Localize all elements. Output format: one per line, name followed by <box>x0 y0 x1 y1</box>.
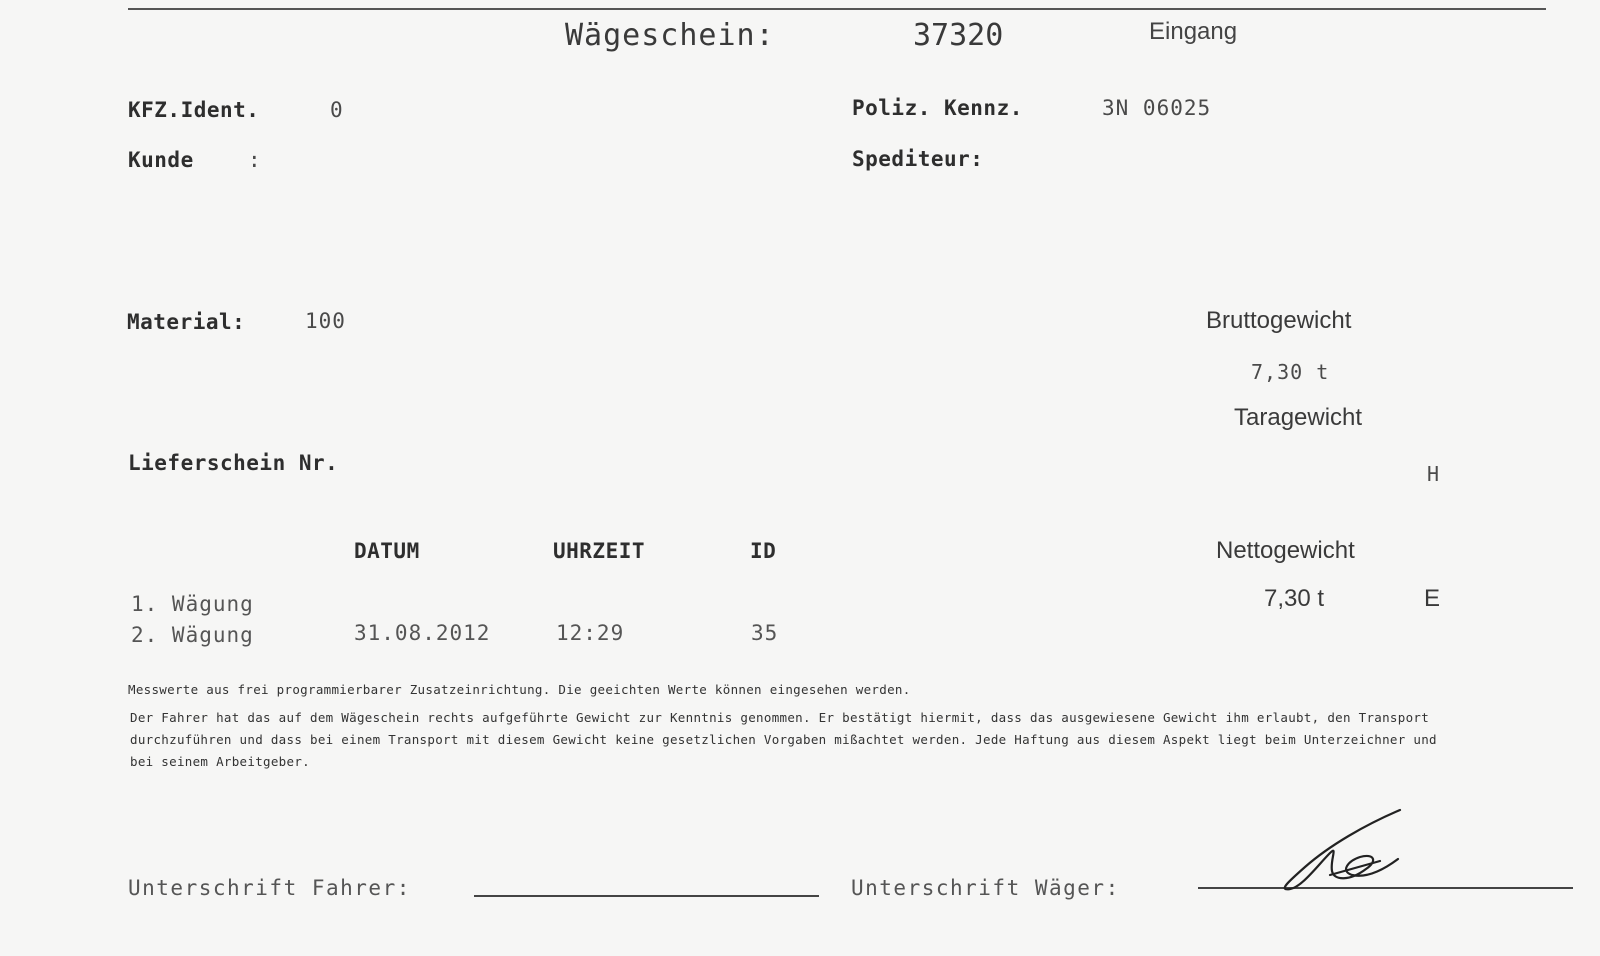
poliz-label: Poliz. Kennz. <box>852 96 1023 120</box>
kunde-label: Kunde <box>128 148 194 172</box>
netto-marker: E <box>1424 585 1441 612</box>
top-rule <box>128 8 1546 10</box>
row-1-label: 1. Wägung <box>131 592 254 616</box>
spediteur-label: Spediteur: <box>852 147 984 171</box>
brutto-value: 7,30 t <box>1251 360 1330 384</box>
document-title: Wägeschein: <box>565 18 775 53</box>
row-2-uhrzeit: 12:29 <box>556 621 625 645</box>
driver-signature-label: Unterschrift Fahrer: <box>128 876 411 900</box>
material-value: 100 <box>305 309 346 333</box>
disclaimer-text: Der Fahrer hat das auf dem Wägeschein rechts aufgeführte Gewicht zur Kenntnis genommen. Er bestätigt hiermit, dass das ausgewiesene Gewicht ihm erlaubt, den Transport durchzuführen und dass bei einem Transport mit diesem Gewicht keine gesetzlichen Vorgaben mißachtet werden. Jede Haftung aus diesem Aspekt liegt beim Unterzeichner und bei seinem Arbeitgeber. <box>130 710 1437 769</box>
netto-value: 7,30 t <box>1264 585 1325 612</box>
material-label: Material: <box>127 310 246 334</box>
col-header-id: ID <box>750 539 777 563</box>
kfz-value: 0 <box>330 98 344 122</box>
ticket-number: 37320 <box>913 18 1004 53</box>
kfz-label: KFZ.Ident. <box>128 98 260 122</box>
lieferschein-label: Lieferschein Nr. <box>128 451 339 475</box>
brutto-label: Bruttogewicht <box>1206 307 1352 334</box>
tara-marker: H <box>1427 462 1441 486</box>
poliz-value: 3N 06025 <box>1102 96 1212 120</box>
row-2-id: 35 <box>751 621 779 645</box>
col-header-uhrzeit: UHRZEIT <box>553 539 646 563</box>
row-2-label: 2. Wägung <box>131 623 254 647</box>
driver-signature-line[interactable] <box>474 895 819 897</box>
kunde-colon: : <box>248 148 262 172</box>
weigher-signature-label: Unterschrift Wäger: <box>851 876 1120 900</box>
row-2-datum: 31.08.2012 <box>354 621 491 645</box>
direction-label: Eingang <box>1149 18 1238 45</box>
col-header-datum: DATUM <box>354 539 420 563</box>
tara-label: Taragewicht <box>1234 404 1363 431</box>
measurement-note: Messwerte aus frei programmierbarer Zusatzeinrichtung. Die geeichten Werte können eingesehen werden. <box>128 682 911 697</box>
netto-label: Nettogewicht <box>1216 537 1355 564</box>
weigher-signature-scribble <box>1270 805 1420 895</box>
